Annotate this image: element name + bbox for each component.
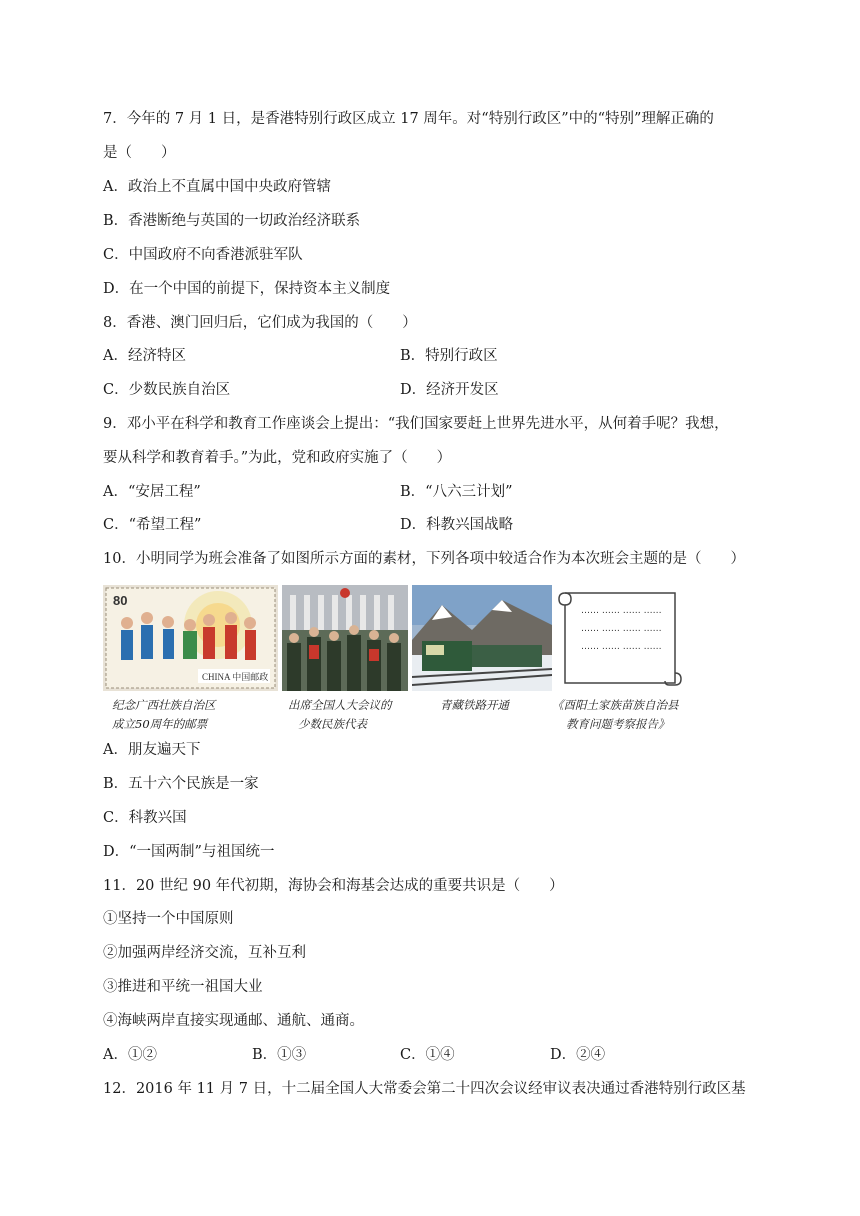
q11-option-a: A．①② [103, 1047, 157, 1063]
q11-option-c: C．①④ [400, 1047, 455, 1063]
caption-4-line1: 《酉阳土家族苗族自治县 [552, 698, 679, 712]
q9-option-b: B．“八六三计划” [400, 484, 513, 500]
q10-option-b: B．五十六个民族是一家 [103, 776, 259, 792]
caption-1-line1: 纪念广西壮族自治区 [112, 698, 216, 712]
q7-option-d: D．在一个中国的前提下，保持资本主义制度 [103, 281, 391, 297]
caption-2-line2: 少数民族代表 [298, 717, 367, 731]
q11-item-1: ①坚持一个中国原则 [103, 911, 234, 927]
q10-option-d: D．“一国两制”与祖国统一 [103, 844, 275, 860]
q8-option-b: B．特别行政区 [400, 348, 498, 364]
stamp-value: 80 [113, 593, 128, 608]
q8-stem: 8．香港、澳门回归后，它们成为我国的（ ） [103, 315, 417, 331]
q9-option-a: A．“安居工程” [103, 484, 201, 500]
q9-option-c: C．“希望工程” [103, 517, 202, 533]
report-scroll-image [555, 585, 685, 691]
delegates-photo [282, 585, 408, 691]
q9-stem-line1: 9．邓小平在科学和教育工作座谈会上提出：“我们国家要赶上世界先进水平，从何着手呢？我想， [103, 416, 729, 432]
scroll-text-line1: …… …… …… …… [581, 606, 662, 616]
caption-2-line1: 出席全国人大会议的 [288, 698, 392, 712]
q7-stem-line1: 7．今年的 7 月 1 日，是香港特别行政区成立 17 周年。对“特别行政区”中的“特别”理解正确的 [103, 111, 714, 127]
q7-stem-line2: 是（ ） [103, 145, 176, 161]
scroll-text-line3: …… …… …… …… [581, 642, 662, 652]
q7-option-c: C．中国政府不向香港派驻军队 [103, 247, 303, 263]
q11-option-d: D．②④ [550, 1047, 606, 1063]
caption-3-line1: 青藏铁路开通 [440, 698, 509, 712]
caption-1-line2: 成立50周年的邮票 [112, 717, 208, 731]
q10-stem: 10．小明同学为班会准备了如图所示方面的素材，下列各项中较适合作为本次班会主题的是（ ） [103, 551, 745, 567]
q11-option-b: B．①③ [252, 1047, 307, 1063]
q8-option-d: D．经济开发区 [400, 382, 499, 398]
q12-stem-line1: 12．2016 年 11 月 7 日，十二届全国人大常委会第二十四次会议经审议表决通过香港特别行政区基 [103, 1081, 746, 1097]
q9-stem-line2: 要从科学和教育着手。”为此，党和政府实施了（ ） [103, 450, 452, 466]
q8-option-a: A．经济特区 [103, 348, 186, 364]
stamp-image [103, 585, 278, 691]
q9-option-d: D．科教兴国战略 [400, 517, 514, 533]
caption-4-line2: 教育问题考察报告》 [566, 717, 670, 731]
stamp-postal-text: CHINA 中国邮政 [202, 672, 269, 682]
q11-stem: 11．20 世纪 90 年代初期，海协会和海基会达成的重要共识是（ ） [103, 878, 564, 894]
q7-option-a: A．政治上不直属中国中央政府管辖 [103, 179, 331, 195]
q8-option-c: C．少数民族自治区 [103, 382, 231, 398]
q10-option-a: A．朋友遍天下 [103, 742, 201, 758]
q11-item-3: ③推进和平统一祖国大业 [103, 979, 263, 995]
scroll-text-line2: …… …… …… …… [581, 624, 662, 634]
q11-item-2: ②加强两岸经济交流，互补互利 [103, 945, 306, 961]
q11-item-4: ④海峡两岸直接实现通邮、通航、通商。 [103, 1013, 364, 1029]
q7-option-b: B．香港断绝与英国的一切政治经济联系 [103, 213, 361, 229]
q10-option-c: C．科教兴国 [103, 810, 187, 826]
railway-photo [412, 585, 552, 691]
